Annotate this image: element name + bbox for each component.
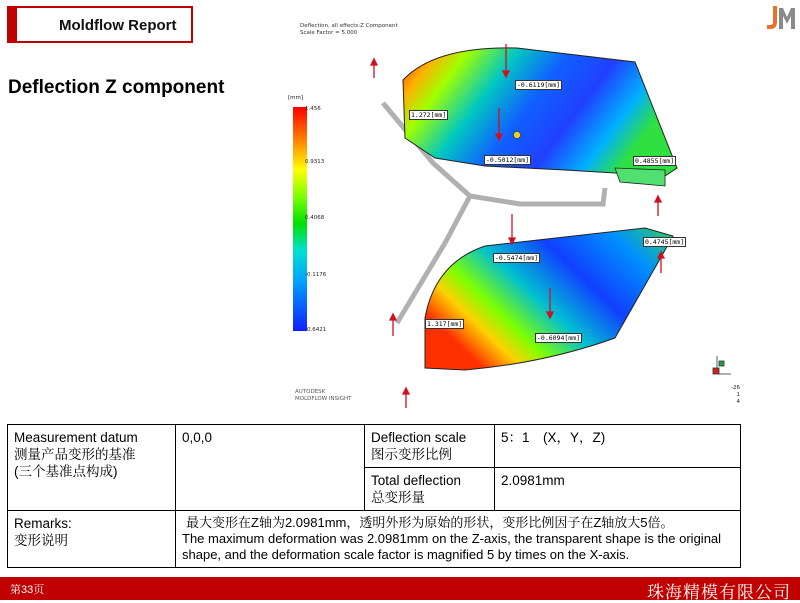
annotation-label: -0.5012[mm] xyxy=(486,156,530,164)
measurement-datum-label-cell xyxy=(8,425,176,511)
remarks-cn: 最大变形在Z轴为2.0981mm，透明外形为原始的形状，变形比例因子在Z轴放大5倍。 xyxy=(186,515,674,530)
axis-triad-icon xyxy=(713,356,731,374)
legend-tick-2: 0.9313 xyxy=(305,159,325,165)
deflection-scale-label-cn: 图示变形比例 xyxy=(371,447,452,462)
annotation-label: 1.317[mm] xyxy=(427,320,463,328)
page-number: 第33页 xyxy=(10,584,45,596)
axis-readout-2: 1 xyxy=(736,392,740,398)
deflection-scale-value: 5：1 (X，Y，Z) xyxy=(495,425,741,468)
measurement-datum-value: 0,0,0 xyxy=(176,425,365,511)
software-brand xyxy=(295,389,352,403)
brand-line-1: AUTODESK xyxy=(295,389,326,395)
footer-bar xyxy=(0,577,800,600)
parameters-table xyxy=(7,424,741,568)
legend-tick-4: -0.1176 xyxy=(305,272,327,278)
annotation-label: 1.272[mm] xyxy=(411,111,447,119)
legend-tick-min: -0.6421 xyxy=(305,327,327,333)
axis-readout-1: -26 xyxy=(731,385,740,391)
gate-marker-icon xyxy=(514,132,521,139)
lower-part-shape xyxy=(425,228,673,370)
annotation-label: 0.4855[mm] xyxy=(635,157,675,165)
header-accent-bar xyxy=(9,8,17,41)
report-header-box xyxy=(7,6,193,43)
upper-tab-shape xyxy=(615,168,665,186)
report-title: Moldflow Report xyxy=(59,17,177,34)
legend-unit: [mm] xyxy=(288,95,304,101)
axis-readout xyxy=(731,385,740,406)
total-deflection-label: Total deflection xyxy=(371,473,462,488)
deflection-model-plot xyxy=(285,18,755,410)
total-deflection-value: 2.0981mm xyxy=(495,468,741,511)
remarks-label: Remarks: xyxy=(14,516,72,531)
brand-line-2: MOLDFLOW INSIGHT xyxy=(295,396,352,402)
deflection-scale-label: Deflection scale xyxy=(371,430,467,445)
legend-tick-3: 0.4068 xyxy=(305,215,325,221)
measurement-datum-label: Measurement datum xyxy=(14,430,138,445)
measurement-datum-label-cn2: (三个基准点构成) xyxy=(14,464,118,479)
annotation-label: 0.4745[mm] xyxy=(645,238,685,246)
remarks-en: The maximum deformation was 2.0981mm on the Z-axis, the transparent shape is the original shape, and the deformation scale factor is magnified 5 by times on the X-axis. xyxy=(182,531,722,562)
legend-tick-max: 1.456 xyxy=(305,106,321,112)
remarks-cell xyxy=(176,511,741,568)
annotation-label: -0.6094[mm] xyxy=(537,334,581,342)
caption-line-2: Scale Factor = 5.000 xyxy=(300,30,358,36)
axis-readout-3: 4 xyxy=(736,399,740,405)
remarks-label-cn: 变形说明 xyxy=(14,533,68,548)
measurement-datum-label-cn: 测量产品变形的基准 xyxy=(14,447,136,462)
remarks-label-cell xyxy=(8,511,176,568)
caption-line-1: Deflection, all effects:Z Component xyxy=(300,23,398,29)
total-deflection-label-cell xyxy=(365,468,495,511)
deflection-scale-label-cell xyxy=(365,425,495,468)
annotation-label: -0.5474[mm] xyxy=(495,254,539,262)
annotation-label: -0.6119[mm] xyxy=(517,81,561,89)
section-title: Deflection Z component xyxy=(8,77,225,98)
deflection-figure xyxy=(285,18,755,410)
company-name: 珠海精模有限公司 xyxy=(647,583,791,602)
total-deflection-label-cn: 总变形量 xyxy=(371,490,425,505)
company-logo-icon xyxy=(764,4,796,32)
